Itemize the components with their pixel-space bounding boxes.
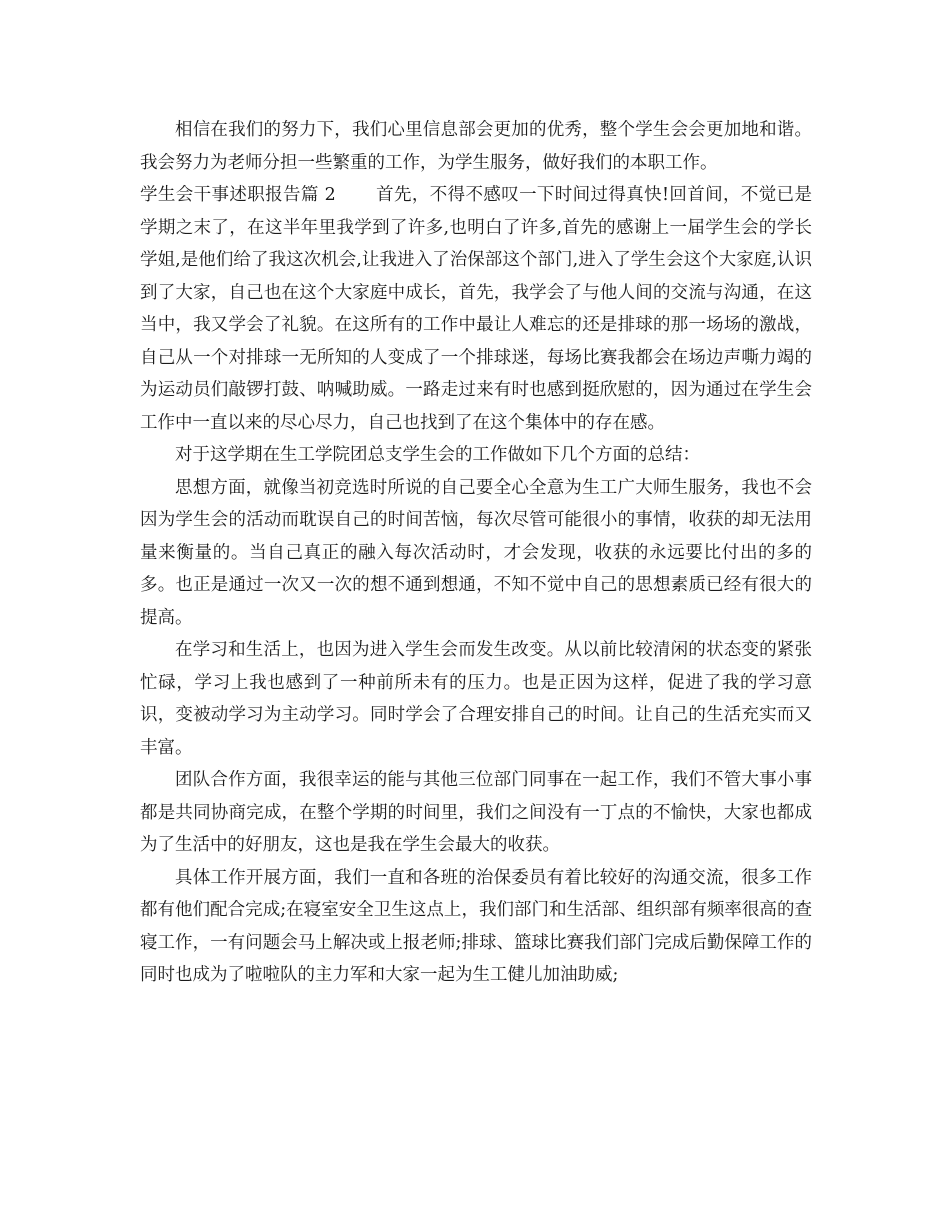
section-first-paragraph: 首先，不得不感叹一下时间过得真快!回首间，不觉已是学期之末了，在这半年里我学到了许多,也明白了许多,首先的感谢上一届学生会的学长学姐,是他们给了我这次机会,让我进入了治保部这个部门,进入了学生会这个大家庭,认识到了大家，自己也在这个大家庭中成长，首先，我学会了与他人间的交流与沟通，在这当中，我又学会了礼貌。在这所有的工作中最让人难忘的还是排球的那一场场的激战，自己从一个对排球一无所知的人变成了一个排球迷，每场比赛我都会在场边声嘶力竭的为运动员们敲锣打鼓、呐喊助威。一路走过来有时也感到挺欣慰的，因为通过在学生会工作中一直以来的尽心尽力，自己也找到了在这个集体中的存在感。 [140,185,812,433]
section-title: 学生会干事述职报告篇 2 [140,185,336,205]
thought-paragraph: 思想方面，就像当初竞选时所说的自己要全心全意为生工广大师生服务，我也不会因为学生会的活动而耽误自己的时间苦恼，每次尽管可能很小的事情，收获的却无法用量来衡量的。当自己真正的融入每次活动时，才会发现，收获的永远要比付出的多的多。也正是通过一次又一次的想不通到想通，不知不觉中自己的思想素质已经有很大的提高。 [140,477,812,628]
study-life-paragraph: 在学习和生活上，也因为进入学生会而发生改变。从以前比较清闲的状态变的紧张忙碌，学习上我也感到了一种前所未有的压力。也是正因为这样，促进了我的学习意识，变被动学习为主动学习。同时学会了合理安排自己的时间。让自己的生活充实而又丰富。 [140,640,812,758]
work-paragraph: 具体工作开展方面，我们一直和各班的治保委员有着比较好的沟通交流，很多工作都有他们配合完成;在寝室安全卫生这点上，我们部门和生活部、组织部有频率很高的查寝工作，一有问题会马上解决或上报老师;排球、篮球比赛我们部门完成后勤保障工作的同时也成为了啦啦队的主力军和大家一起为生工健儿加油助威; [140,867,812,985]
intro-paragraph: 相信在我们的努力下，我们心里信息部会更加的优秀，整个学生会会更加地和谐。我会努力为老师分担一些繁重的工作，为学生服务，做好我们的本职工作。 [140,120,812,173]
summary-intro-paragraph: 对于这学期在生工学院团总支学生会的工作做如下几个方面的总结： [175,445,700,465]
document-body [140,114,812,992]
teamwork-paragraph: 团队合作方面，我很幸运的能与其他三位部门同事在一起工作，我们不管大事小事都是共同协商完成，在整个学期的时间里，我们之间没有一丁点的不愉快，大家也都成为了生活中的好朋友，这也是我在学生会最大的收获。 [140,770,812,855]
section-paragraph [140,179,812,439]
